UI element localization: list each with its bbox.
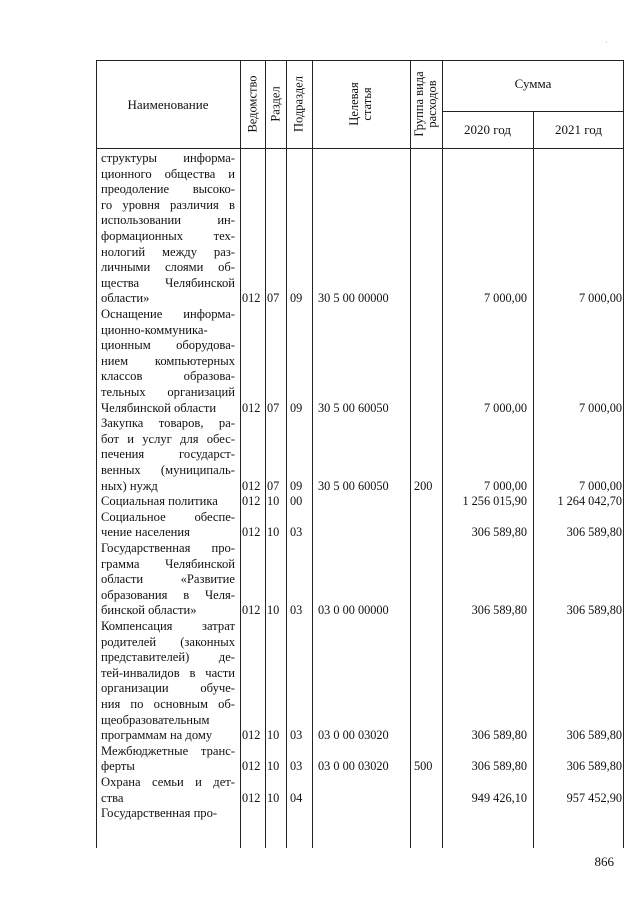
cell-vedomstvo: 012 <box>242 759 261 774</box>
cell-celevaya-statya: 03 0 00 03020 <box>318 728 389 743</box>
cell-podrazdel: 03 <box>290 759 303 774</box>
cell-razdel: 10 <box>267 603 280 618</box>
cell-sum-2021: 7 000,00 <box>578 400 622 415</box>
row-name-line: венных (муниципаль- <box>101 462 235 477</box>
cell-vedomstvo: 012 <box>242 525 261 540</box>
header-year-2020: 2020 год <box>464 122 511 137</box>
row-name-line: представителей) де- <box>101 650 235 665</box>
row-name-line: формационных тех- <box>101 228 235 243</box>
cell-razdel: 10 <box>267 759 280 774</box>
cell-celevaya-statya: 03 0 00 00000 <box>318 603 389 618</box>
cell-celevaya-statya: 30 5 00 60050 <box>318 400 389 415</box>
cell-razdel: 10 <box>267 728 280 743</box>
row-name-line: классов образова- <box>101 369 235 384</box>
row-name-line: Челябинской области <box>101 400 217 415</box>
header-razdel: Раздел <box>268 86 283 122</box>
row-name-line: ния по основным об- <box>101 696 235 711</box>
cell-podrazdel: 09 <box>290 291 303 306</box>
cell-razdel: 10 <box>267 525 280 540</box>
row-name <box>101 307 235 416</box>
row-name-line: ционного общества и <box>101 166 235 181</box>
row-name-line: го уровня различия в <box>101 197 235 212</box>
cell-podrazdel: 04 <box>290 790 303 805</box>
row-name-line: ферты <box>101 759 135 774</box>
cell-razdel: 10 <box>267 790 280 805</box>
cell-podrazdel: 03 <box>290 525 303 540</box>
row-name-line: нологий между раз- <box>101 244 235 259</box>
cell-vedomstvo: 012 <box>242 790 261 805</box>
cell-sum-2020: 306 589,80 <box>471 759 527 774</box>
cell-vedomstvo: 012 <box>242 291 261 306</box>
cell-sum-2020: 306 589,80 <box>471 603 527 618</box>
cell-sum-2021: 7 000,00 <box>578 478 622 493</box>
row-name <box>101 541 235 619</box>
row-name-line: Межбюджетные транс- <box>101 743 235 758</box>
row-name <box>101 806 235 822</box>
row-name-line: Социальное обеспе- <box>101 509 235 524</box>
cell-sum-2021: 306 589,80 <box>566 603 622 618</box>
row-name-line: преодоление высоко- <box>101 182 235 197</box>
cell-sum-2020: 7 000,00 <box>483 478 527 493</box>
row-name <box>101 775 235 806</box>
row-name <box>101 151 235 307</box>
cell-razdel: 07 <box>267 478 280 493</box>
cell-sum-2021: 1 264 042,70 <box>557 494 622 509</box>
cell-sum-2020: 7 000,00 <box>483 400 527 415</box>
row-name-line: бот и услуг для обес- <box>101 431 235 446</box>
cell-razdel: 07 <box>267 400 280 415</box>
row-name-line: использовании ин- <box>101 213 235 228</box>
cell-podrazdel: 00 <box>290 494 303 509</box>
row-name-line: щества Челябинской <box>101 275 235 290</box>
page-number: 866 <box>594 854 614 869</box>
header-celevaya: Целевая статья <box>347 82 374 126</box>
row-name <box>101 416 235 494</box>
row-name-line: нием компьютерных <box>101 353 235 368</box>
row-name-line: ства <box>101 790 124 805</box>
cell-sum-2021: 957 452,90 <box>566 790 622 805</box>
cell-sum-2020: 7 000,00 <box>483 291 527 306</box>
cell-podrazdel: 09 <box>290 400 303 415</box>
row-name-line: щеобразовательным <box>101 712 210 727</box>
row-name-line: Оснащение информа- <box>101 307 235 321</box>
col-divider-grp <box>442 60 443 848</box>
cell-sum-2020: 949 426,10 <box>471 790 527 805</box>
cell-gruppa: 500 <box>414 759 433 774</box>
row-name-line: чение населения <box>101 525 190 540</box>
cell-sum-2021: 306 589,80 <box>566 759 622 774</box>
header-name: Наименование <box>127 97 209 112</box>
row-name-line: структуры информа- <box>101 151 235 165</box>
cell-sum-2020: 306 589,80 <box>471 525 527 540</box>
cell-sum-2021: 306 589,80 <box>566 525 622 540</box>
row-name-line: организации обуче- <box>101 681 235 696</box>
cell-vedomstvo: 012 <box>242 400 261 415</box>
cell-celevaya-statya: 03 0 00 03020 <box>318 759 389 774</box>
row-name-line: Компенсация затрат <box>101 619 235 633</box>
row-name-line: личными слоями об- <box>101 260 235 275</box>
summa-divider <box>442 111 624 112</box>
cell-celevaya-statya: 30 5 00 00000 <box>318 291 389 306</box>
header-summa: Сумма <box>514 76 552 91</box>
cell-razdel: 07 <box>267 291 280 306</box>
row-name <box>101 494 235 510</box>
cell-vedomstvo: 012 <box>242 494 261 509</box>
row-name-line: родителей (законных <box>101 634 235 649</box>
row-name-line: бинской области» <box>101 603 197 618</box>
cell-sum-2021: 7 000,00 <box>578 291 622 306</box>
scan-mark: · <box>605 38 608 47</box>
row-name-line: печения государст- <box>101 447 235 462</box>
cell-gruppa: 200 <box>414 478 433 493</box>
cell-podrazdel: 09 <box>290 478 303 493</box>
col-divider-name <box>240 60 241 848</box>
cell-sum-2020: 1 256 015,90 <box>462 494 527 509</box>
row-name-line: области» <box>101 291 150 306</box>
col-divider-podrazdel <box>312 60 313 848</box>
row-name-line: тей-инвалидов в части <box>101 665 235 680</box>
cell-razdel: 10 <box>267 494 280 509</box>
cell-sum-2020: 306 589,80 <box>471 728 527 743</box>
row-name <box>101 510 235 541</box>
row-name-line: программам на дому <box>101 728 213 743</box>
cell-sum-2021: 306 589,80 <box>566 728 622 743</box>
cell-celevaya-statya: 30 5 00 60050 <box>318 478 389 493</box>
header-bottom <box>96 148 624 149</box>
header-year-2021: 2021 год <box>555 122 602 137</box>
col-divider-ved <box>265 60 266 848</box>
row-name-line: ционно-коммуника- <box>101 322 208 337</box>
row-name-line: ных) нужд <box>101 478 158 493</box>
col-divider-years <box>533 111 534 848</box>
row-name-line: тельных организаций <box>101 384 235 399</box>
cell-podrazdel: 03 <box>290 728 303 743</box>
col-divider-razdel <box>286 60 287 848</box>
cell-vedomstvo: 012 <box>242 603 261 618</box>
row-name-line: ционным оборудова- <box>101 338 235 353</box>
header-vedomstvo: Ведомство <box>245 75 260 133</box>
col-divider-cs <box>410 60 411 848</box>
row-name-line: Государственная про- <box>101 806 218 821</box>
cell-vedomstvo: 012 <box>242 728 261 743</box>
row-name-line: области «Развитие <box>101 572 235 587</box>
cell-vedomstvo: 012 <box>242 478 261 493</box>
cell-podrazdel: 03 <box>290 603 303 618</box>
row-name-line: Социальная политика <box>101 494 218 509</box>
header-podrazdel: Подраздел <box>291 76 306 132</box>
header-gruppa: Группа вида расходов <box>412 71 439 137</box>
row-name-line: Государственная про- <box>101 541 235 555</box>
row-name-line: грамма Челябинской <box>101 556 235 571</box>
row-name <box>101 619 235 744</box>
row-name <box>101 744 235 775</box>
row-name-line: Закупка товаров, ра- <box>101 416 235 431</box>
row-name-line: Охрана семьи и дет- <box>101 775 235 789</box>
row-name-line: образования в Челя- <box>101 587 235 602</box>
